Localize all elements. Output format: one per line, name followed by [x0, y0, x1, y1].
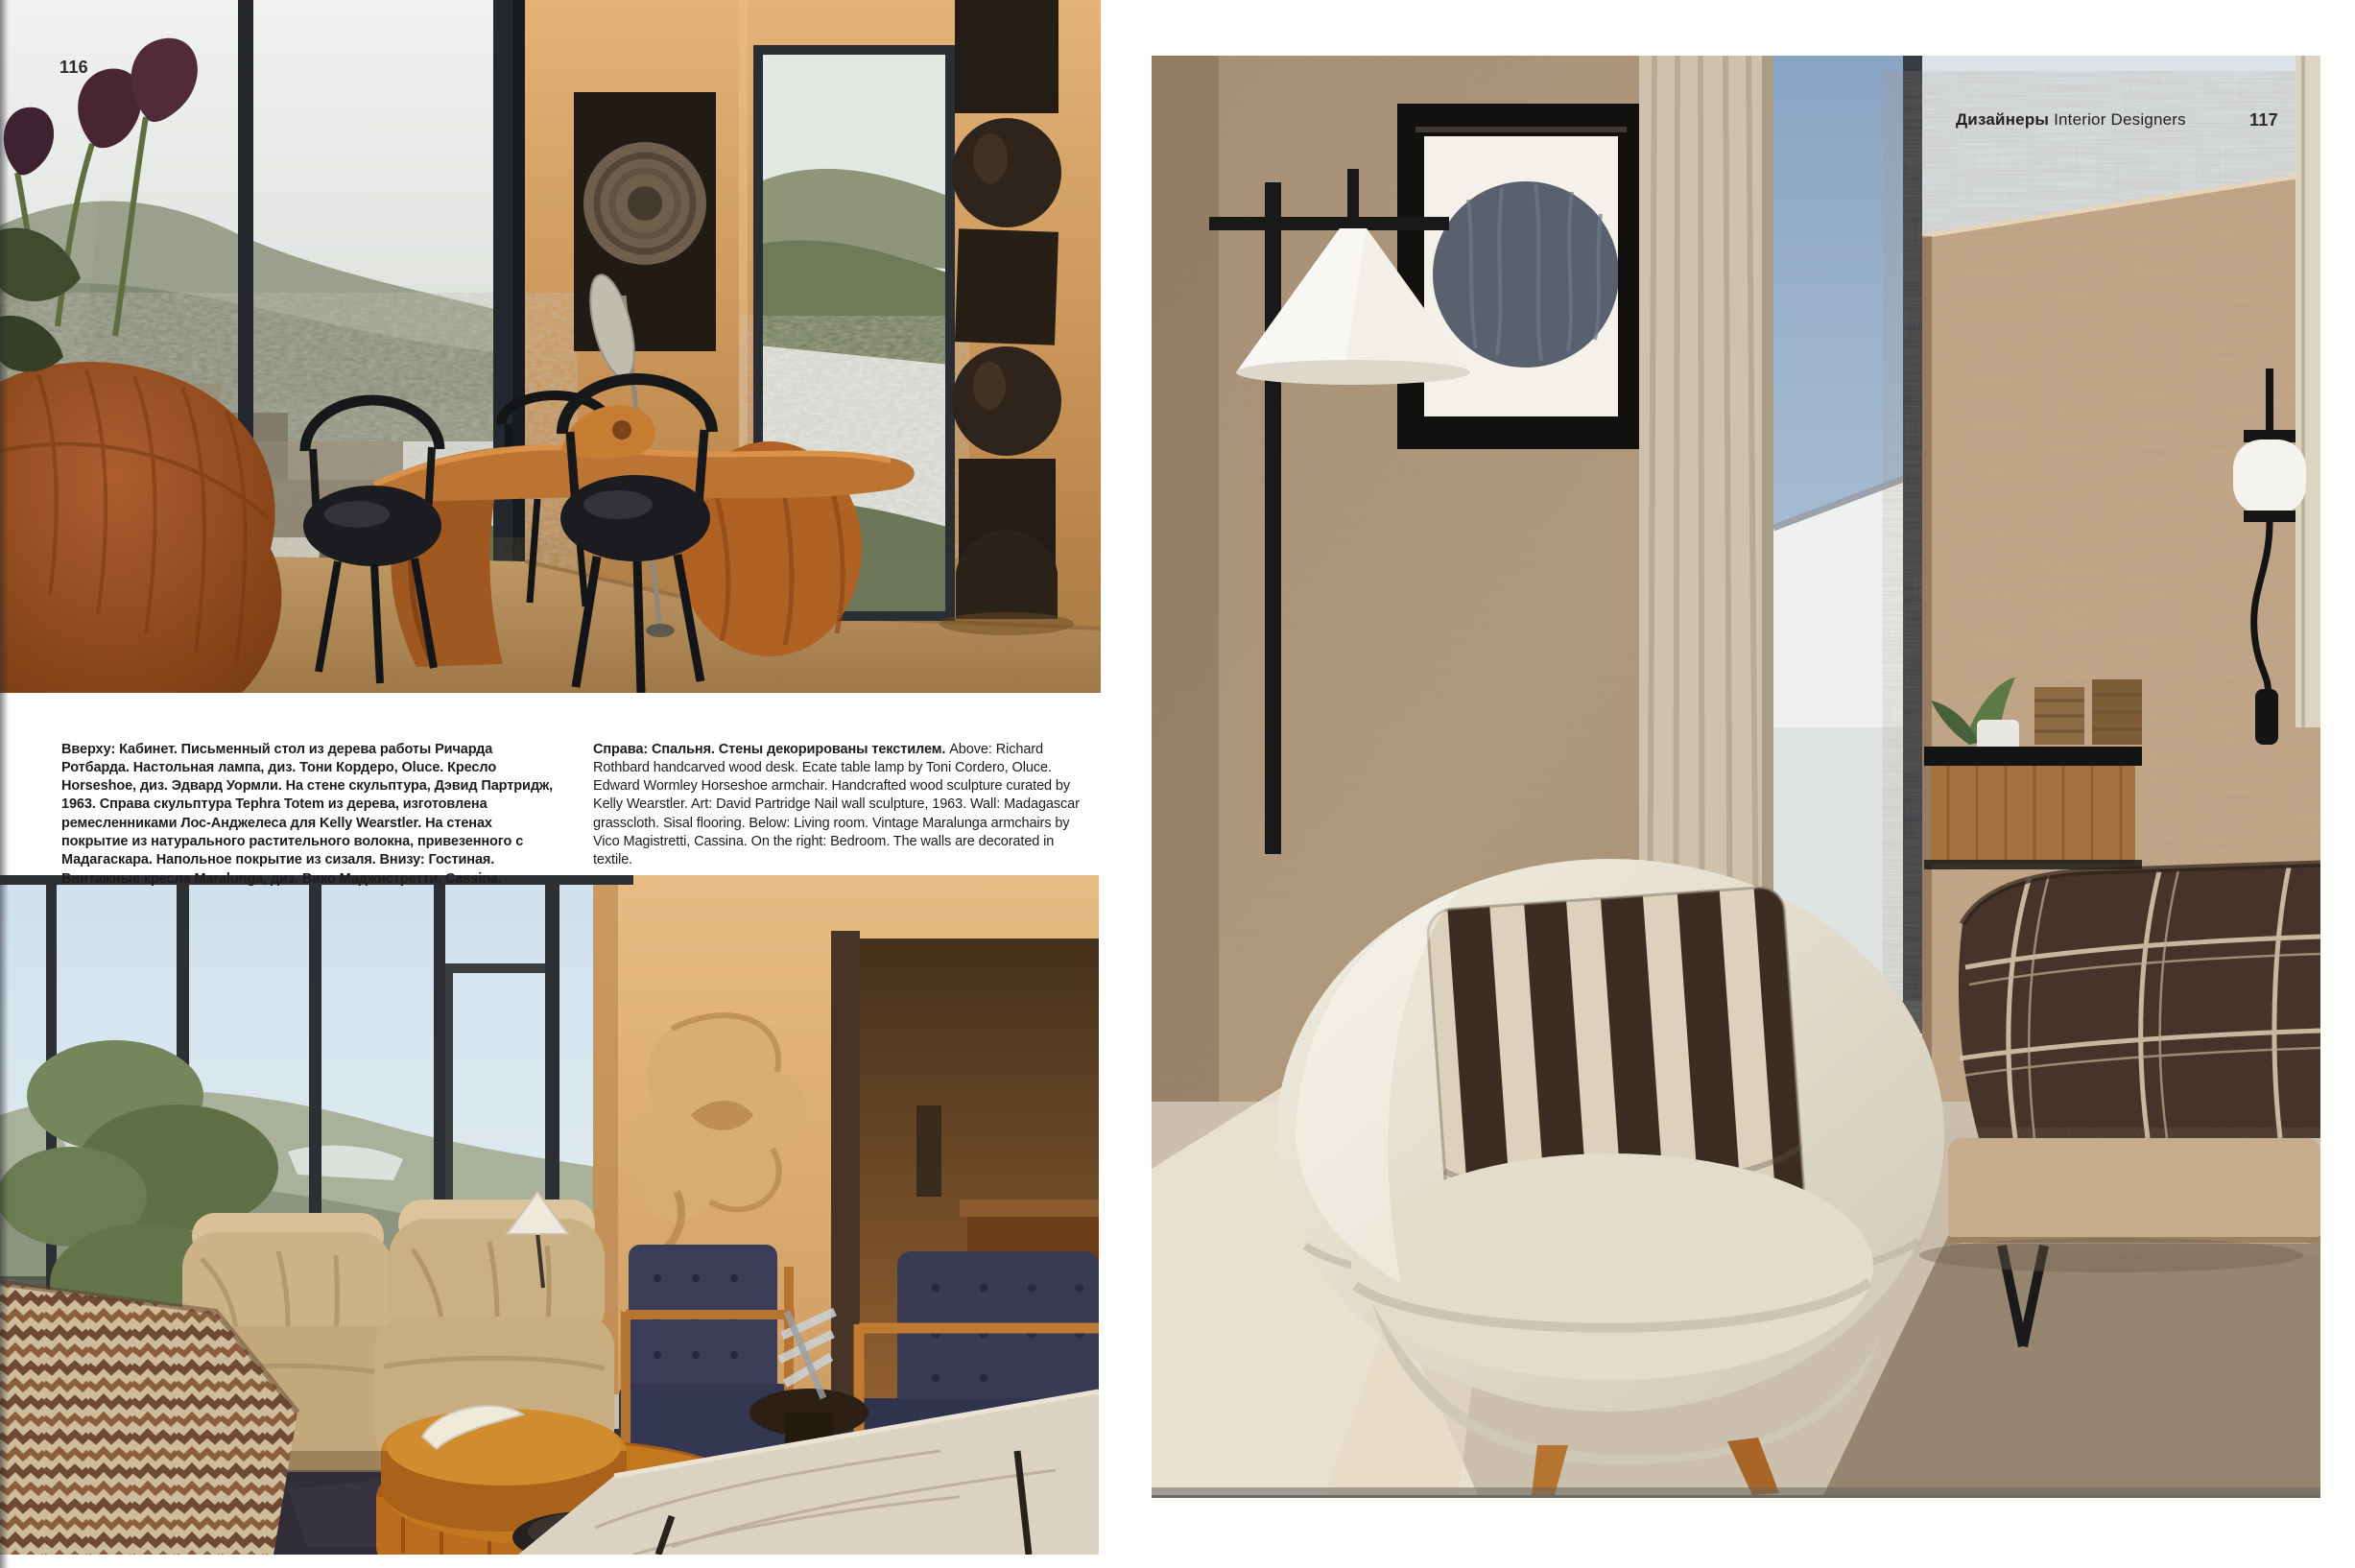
right-curtain — [2296, 56, 2320, 727]
caption-right-column — [593, 741, 1089, 870]
photo-bedroom — [1152, 56, 2320, 1498]
page-number-left: 116 — [59, 58, 88, 77]
caption-right-body: Above: Richard Rothbard handcarved wood desk. Ecate table lamp by Toni Cordero, Oluce. Edward Wormley Horseshoe armchair. Handcrafted wood sculpture curated by Kelly Wearstler. Art: David Partridge Nail wall sculpture, 1963. Wall: Madagascar grasscloth. Sisal flooring. Below: Living room. Vintage Maralunga armchairs by Vico Magistretti, Cassina. On the right: Bedroom. The walls are decorated in textile. — [593, 741, 1080, 868]
running-head-section-ru: Дизайнеры — [1956, 110, 2050, 129]
photo-study — [0, 0, 1101, 693]
running-head — [1956, 110, 2186, 130]
framed-circle-art — [1397, 104, 1645, 449]
running-head-section-en: Interior Designers — [2054, 110, 2186, 129]
photo-living-room — [0, 875, 1099, 1555]
page-scan-edge — [0, 0, 9, 1568]
caption-right-lead: Справа: Спальня. Стены декорированы текстилем. — [593, 741, 946, 757]
totem-sculpture — [940, 0, 1074, 635]
caption-left-column: Вверху: Кабинет. Письменный стол из дерева работы Ричарда Ротбарда. Настольная лампа, диз. Тони Кордеро, Oluce. Кресло Horseshoe, диз. Эдвард Уормли. На стене скульптура, Дэвид Партридж, 1963. Справа скульптура Tephra Totem из дерева, изготовлена ремесленниками Лос-Анджелеса для Kelly Wearstler. На стенах покрытие из натурального растительного волокна, привезенного с Мадагаскара. Напольное покрытие из сизаля. Внизу: Гостиная. Винтажные кресла Maralunga, диз. Вико Маджистретти, Cassina. — [61, 741, 554, 887]
page-number-right: 117 — [2249, 110, 2278, 130]
